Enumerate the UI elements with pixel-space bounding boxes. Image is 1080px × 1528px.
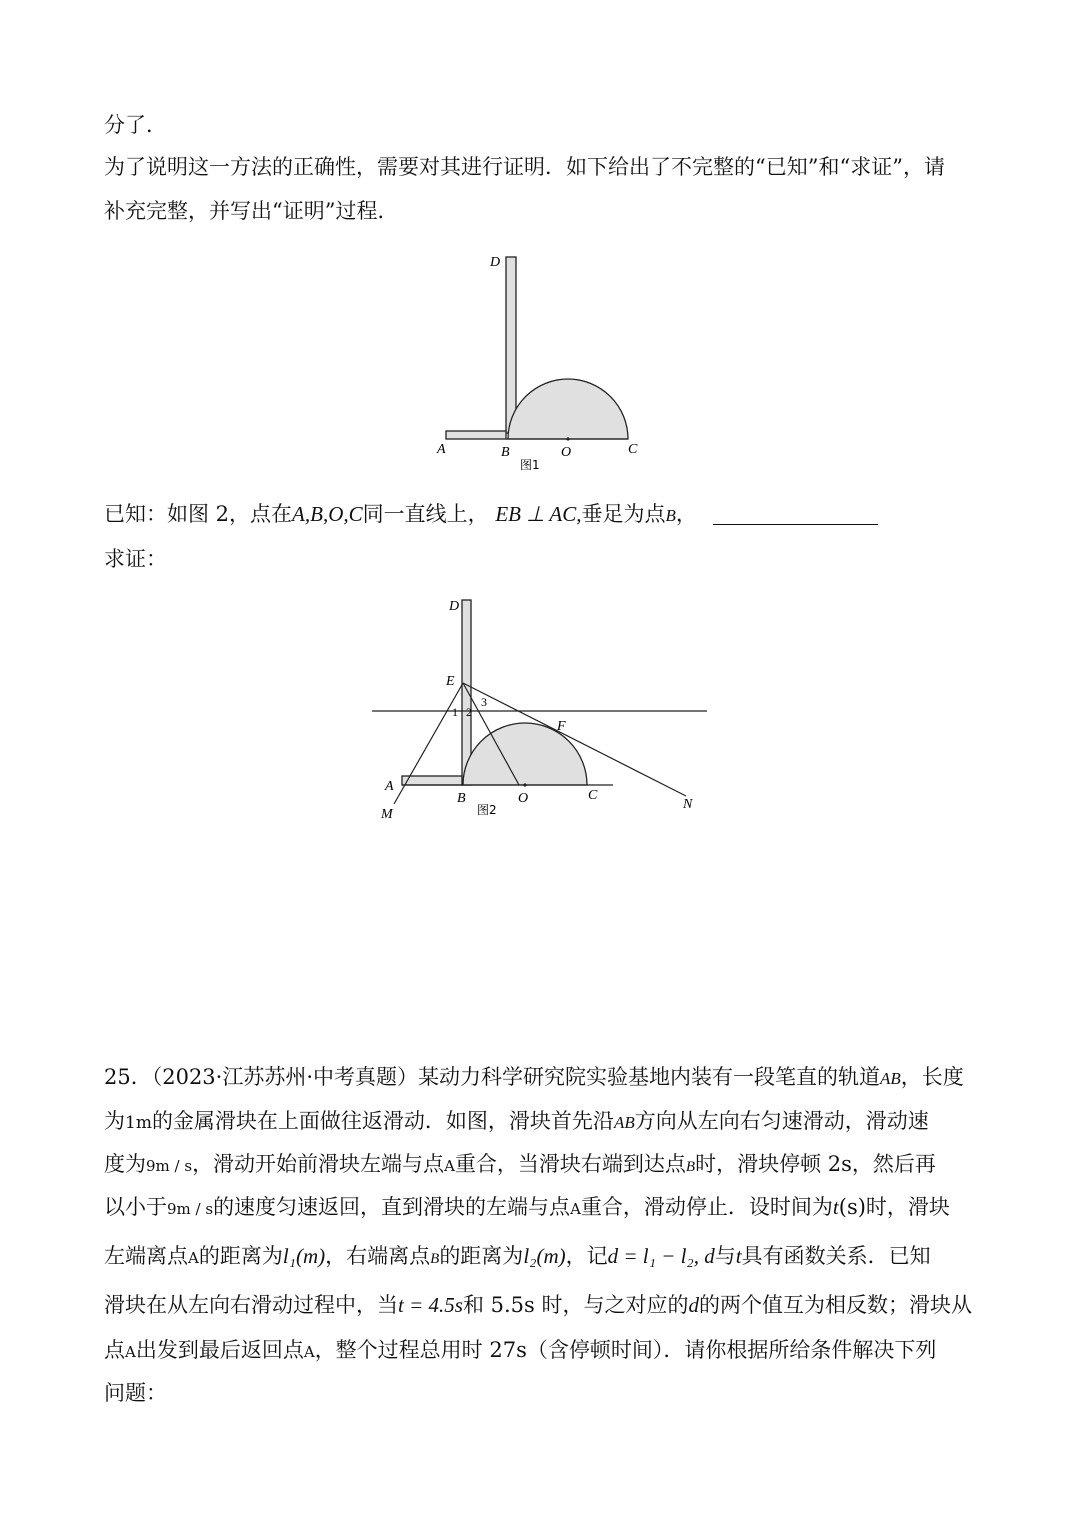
p25-l5j: d = l₁ − l₂, d	[607, 1244, 715, 1268]
p25-l5l: t	[735, 1244, 742, 1268]
label-angle-3: 3	[481, 695, 487, 709]
p25-l5d: l₁(m)	[282, 1244, 326, 1268]
p25-l3g: 时，滑块停顿 2s，然后再	[695, 1152, 936, 1176]
label-angle-2: 2	[466, 705, 472, 719]
p25-l4f: t	[832, 1195, 839, 1219]
horizontal-bar	[402, 776, 462, 785]
label-o: O	[561, 445, 572, 460]
label-a: A	[385, 779, 394, 794]
p25-l7e: ，整个过程总用时 27s（含停顿时间）．请你根据所给条件解决下列	[314, 1338, 937, 1362]
intro-line-2: 为了说明这一方法的正确性，需要对其进行证明．如下给出了不完整的“已知”和“求证”，请	[104, 155, 945, 179]
p25-l3c: ，滑动开始前滑块左端与点	[192, 1152, 445, 1176]
p25-l5m: 具有函数关系．已知	[741, 1244, 931, 1268]
p25-l5k: 与	[714, 1244, 736, 1268]
label-angle-1: 1	[452, 705, 458, 719]
p25-l7a: 点	[104, 1338, 125, 1362]
p25-l6a: 滑块在从左向右滑动过程中，当	[104, 1293, 398, 1317]
p25-l3f: B	[685, 1159, 696, 1175]
p25-l4d: A	[570, 1200, 581, 1218]
p25-l1b: AB	[880, 1069, 901, 1088]
prove-label: 求证：	[104, 547, 167, 571]
p25-l2c: 的金属滑块在上面做往返滑动．如图，滑块首先沿	[151, 1109, 614, 1133]
p25-l5g: 的距离为	[439, 1244, 524, 1268]
p25-line-4	[104, 1192, 950, 1224]
intro-line-1: 分了．	[104, 113, 167, 137]
p25-l6b: t = 4.5s	[398, 1293, 463, 1317]
label-d: D	[449, 599, 460, 614]
given-line	[104, 499, 878, 531]
p25-l4a: 以小于	[104, 1195, 167, 1219]
figure-2-caption: 图2	[477, 803, 497, 817]
p25-l3b: 9m / s	[146, 1157, 193, 1175]
label-b: B	[457, 791, 466, 806]
label-m: M	[381, 807, 393, 822]
label-d: D	[490, 255, 501, 270]
p25-l1a: 25．（2023·江苏苏州·中考真题）某动力科学研究院实验基地内装有一段笔直的轨道	[104, 1065, 881, 1089]
p25-l5a: 左端离点	[104, 1244, 188, 1268]
p25-l7d: A	[303, 1343, 315, 1361]
p25-l3e: 重合，当滑块右端到达点	[454, 1152, 686, 1176]
p25-l6e: 的两个值互为相反数；滑块从	[698, 1293, 972, 1317]
figure-1-caption: 图1	[520, 458, 540, 472]
p25-l7c: 出发到最后返回点	[135, 1338, 304, 1362]
given-foot-point: B	[665, 506, 676, 525]
label-c: C	[588, 788, 598, 803]
label-n: N	[683, 797, 693, 812]
p25-l1c: ，长度	[900, 1065, 964, 1089]
p25-l7b: A	[125, 1343, 136, 1361]
given-points: A,B,O,C	[292, 502, 363, 526]
p25-line-6	[104, 1290, 972, 1320]
p25-line-5	[104, 1241, 931, 1274]
p25-l2d: AB	[613, 1113, 635, 1132]
semicircle	[463, 723, 587, 785]
p25-line-3	[104, 1149, 936, 1182]
semicircle	[508, 379, 628, 439]
p25-line-2	[104, 1106, 929, 1138]
p25-l4g: (s)时，滑块	[838, 1195, 950, 1219]
intro-line-3: 补充完整，并写出“证明”过程．	[104, 199, 399, 223]
label-a: A	[437, 442, 446, 457]
point-o	[523, 783, 526, 786]
given-prefix: 已知：如图 2，点在	[104, 502, 293, 526]
given-perp: EB ⊥ AC,	[495, 502, 582, 526]
given-comma: ，	[675, 502, 697, 526]
horizontal-bar	[446, 431, 506, 439]
p25-l5i: ，记	[565, 1244, 608, 1268]
p25-l3a: 度为	[104, 1152, 146, 1176]
p25-l2a: 为	[104, 1109, 125, 1133]
p25-l2e: 方向从左向右匀速滑动，滑动速	[634, 1109, 929, 1133]
p25-l4c: 的速度匀速返回，直到滑块的左端与点	[213, 1195, 571, 1219]
p25-l3d: A	[444, 1157, 455, 1175]
p25-l5e: ，右端离点	[325, 1244, 431, 1268]
line-e-m	[394, 683, 463, 804]
p25-line-8: 问题：	[104, 1381, 167, 1405]
label-c: C	[628, 442, 638, 457]
answer-blank[interactable]	[713, 502, 878, 525]
p25-l4e: 重合，滑动停止．设时间为	[580, 1195, 833, 1219]
p25-l5c: 的距离为	[198, 1244, 283, 1268]
p25-l4b: 9m / s	[167, 1200, 214, 1218]
given-foot: 垂足为点	[581, 502, 666, 526]
p25-l6c: 和 5.5s 时，与之对应的	[462, 1293, 689, 1317]
p25-l5f: B	[430, 1251, 440, 1267]
label-f: F	[557, 719, 566, 734]
p25-line-1	[104, 1062, 964, 1094]
label-b: B	[501, 445, 510, 460]
vertical-bar	[506, 257, 516, 433]
given-mid: 同一直线上，	[362, 502, 489, 526]
figure-2	[360, 592, 720, 832]
p25-line-7	[104, 1335, 936, 1367]
point-o	[566, 437, 569, 440]
p25-l2b: 1m	[125, 1113, 152, 1133]
p25-l6d: d	[688, 1293, 699, 1317]
p25-l5b: A	[188, 1249, 199, 1267]
figure-1	[420, 245, 660, 475]
label-o: O	[518, 791, 529, 806]
label-e: E	[446, 674, 455, 689]
p25-l5h: l₂(m)	[523, 1244, 566, 1268]
